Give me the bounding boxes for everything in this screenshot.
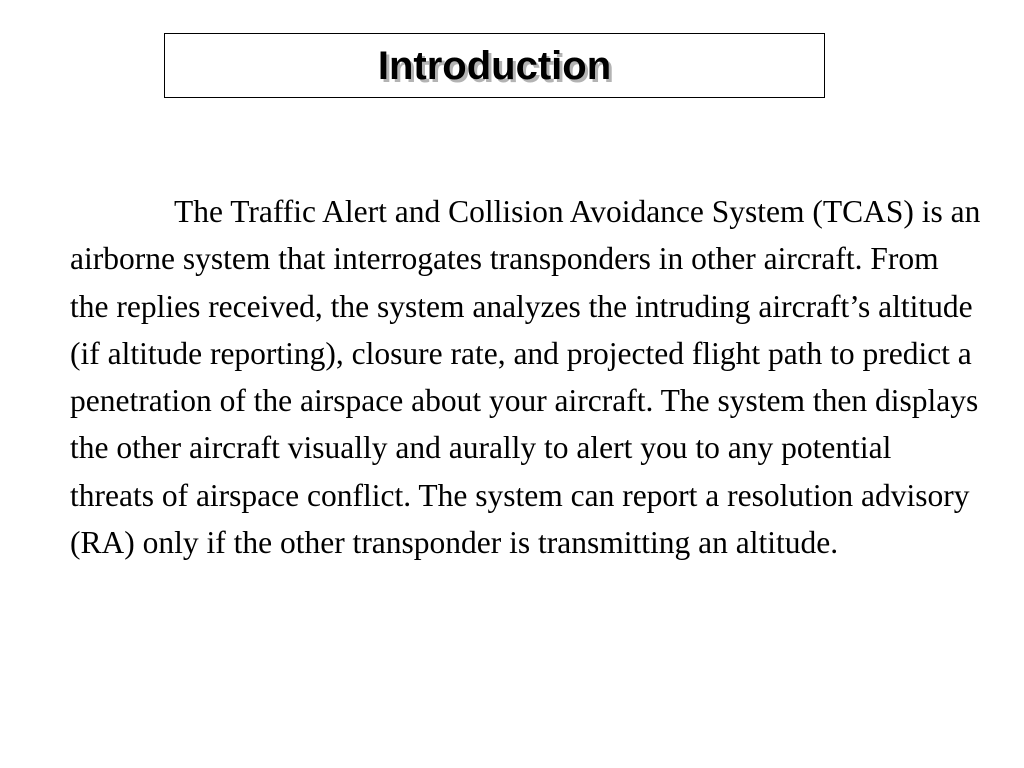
slide-title: Introduction: [377, 43, 612, 88]
intro-paragraph: The Traffic Alert and Collision Avoidance System (TCAS) is an airborne system that interrogates transponders in other aircraft. From the replies received, the system analyzes the intruding aircraft’s altitude (if altitude reporting), closure rate, and projected flight path to predict a penetration of the airspace about your aircraft. The system then displays the other aircraft visually and aurally to alert you to any potential threats of airspace conflict. The system can report a resolution advisory (RA) only if the other transponder is transmitting an altitude.: [70, 194, 981, 561]
title-box: [164, 33, 825, 98]
